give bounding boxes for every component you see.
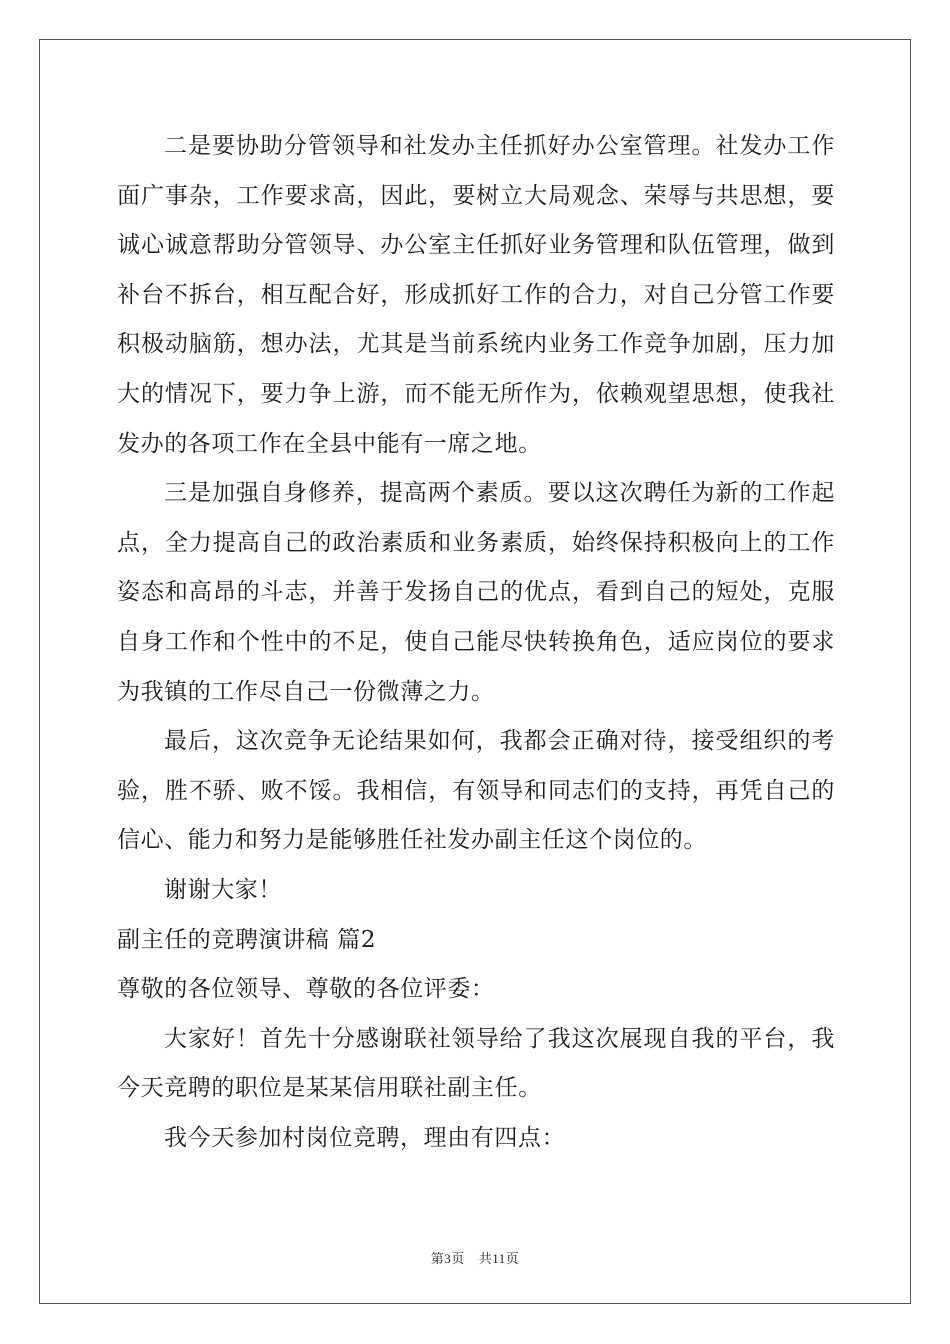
page-footer xyxy=(0,1248,950,1267)
document-body xyxy=(117,122,835,1163)
page-total: 共11页 xyxy=(478,1251,520,1266)
section-heading: 副主任的竞聘演讲稿 篇2 xyxy=(117,926,377,953)
paragraph-conclusion: 最后，这次竞争无论结果如何，我都会正确对待，接受组织的考验，胜不骄、败不馁。我相信，有领导和同志们的支持，再凭自己的信心、能力和努力是能够胜任社发办副主任这个岗位的。 xyxy=(117,728,835,854)
paragraph-greeting: 大家好！首先十分感谢联社领导给了我这次展现自我的平台，我今天竞聘的职位是某某信用联社副主任。 xyxy=(117,1025,835,1102)
paragraph-reasons-intro: 我今天参加村岗位竞聘，理由有四点： xyxy=(164,1124,566,1151)
page-number: 第3页 xyxy=(430,1251,465,1266)
paragraph-thanks: 谢谢大家！ xyxy=(164,876,282,903)
paragraph-self-improvement: 三是加强自身修养，提高两个素质。要以这次聘任为新的工作起点，全力提高自己的政治素质和业务素质，始终保持积极向上的工作姿态和高昂的斗志，并善于发扬自己的优点，看到自己的短处，克服自身工作和个性中的不足，使自己能尽快转换角色，适应岗位的要求为我镇的工作尽自己一份微薄之力。 xyxy=(117,480,835,705)
salutation: 尊敬的各位领导、尊敬的各位评委： xyxy=(117,976,495,1003)
paragraph-office-management: 二是要协助分管领导和社发办主任抓好办公室管理。社发办工作面广事杂，工作要求高，因此，要树立大局观念、荣辱与共思想，要诚心诚意帮助分管领导、办公室主任抓好业务管理和队伍管理，做到补台不拆台，相互配合好，形成抓好工作的合力，对自己分管工作要积极动脑筋，想办法，尤其是当前系统内业务工作竞争加剧，压力加大的情况下，要力争上游，而不能无所作为，依赖观望思想，使我社发办的各项工作在全县中能有一席之地。 xyxy=(117,133,835,457)
